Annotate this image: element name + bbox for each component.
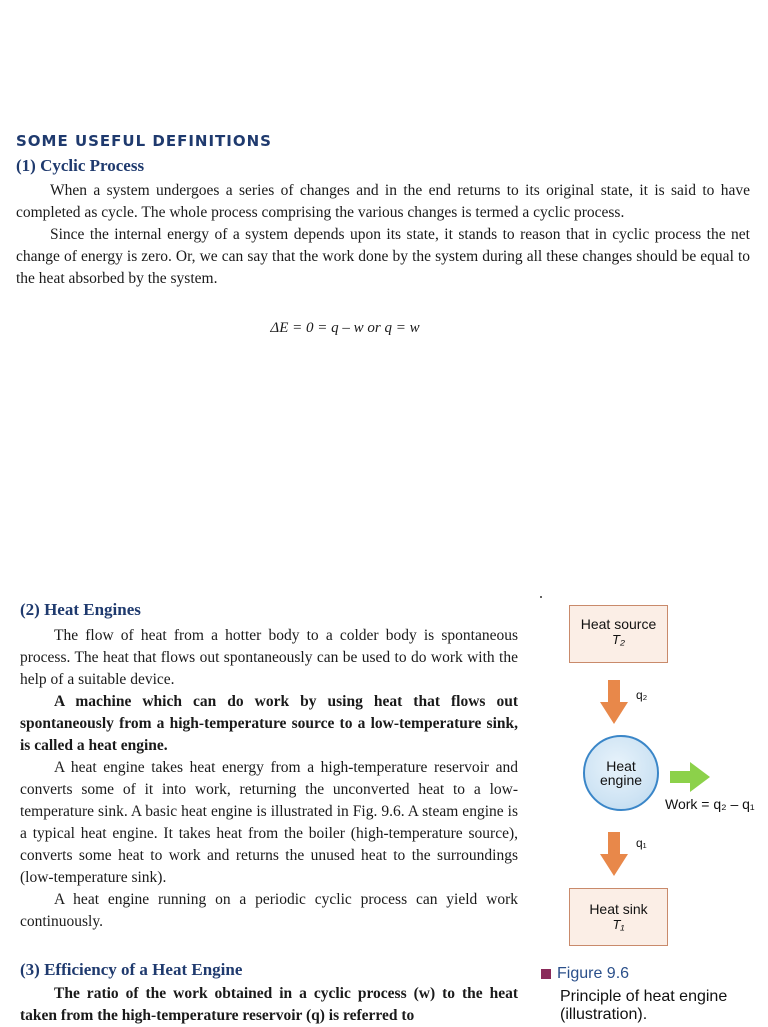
paragraph: The ratio of the work obtained in a cyclic process (w) to the heat taken from the high-temperature reservoir (q) is referred to [20, 985, 518, 1024]
engine-label-line1: Heat [606, 758, 636, 774]
figure-marker-icon [541, 969, 551, 979]
paragraph: A heat engine takes heat energy from a high-temperature reservoir and converts some of it into work, returning the unconverted heat to a low-temperature sink. A basic heat engine is illustrated in Fig. 9.6. A steam engine is a typical heat engine. It takes heat from the boiler (high-temperature source), converts some heat to work and returns the unused heat to the surroundings (low-temperature sink). [20, 759, 518, 886]
heat-source-box [569, 605, 668, 663]
paragraph: When a system undergoes a series of changes and in the end returns to its original state, it is said to have completed as cycle. The whole process comprising the various changes is termed a cyclic process. [16, 182, 750, 221]
q2-label: q₂ [636, 688, 648, 702]
paragraph: The flow of heat from a hotter body to a colder body is spontaneous process. The heat that flows out spontaneously can be used to do work with the help of a suitable device. [20, 627, 518, 688]
heat-source-temperature: T₂ [612, 632, 625, 647]
stray-dot [540, 596, 542, 598]
paragraph: Since the internal energy of a system depends upon its state, it stands to reason that in cyclic process the net change of energy is zero. Or, we can say that the work done by the system during all these changes should be equal to the heat absorbed by the system. [16, 226, 750, 287]
heat-engine-circle [583, 735, 659, 811]
efficiency-heading: (3) Efficiency of a Heat Engine [20, 960, 243, 979]
q2-arrow-icon [600, 680, 628, 724]
engine-label-line2: engine [599, 772, 643, 788]
cyclic-process-heading: (1) Cyclic Process [16, 156, 145, 175]
section-title: SOME USEFUL DEFINITIONS [16, 132, 272, 150]
heat-sink-box [569, 888, 668, 946]
work-label: Work = q₂ – q₁ [665, 796, 755, 812]
heat-sink-temperature: T₁ [612, 917, 625, 932]
definition-paragraph: A machine which can do work by using heat that flows out spontaneously from a high-temperature source to a low-temperature sink, is called a heat engine. [20, 693, 518, 754]
figure-number-text: Figure 9.6 [557, 965, 630, 982]
cyclic-equation: ΔE = 0 = q – w or q = w [270, 320, 420, 336]
heat-source-label: Heat source [580, 616, 657, 632]
cyclic-process-text [16, 180, 750, 290]
figure-caption: Principle of heat engine (illustration). [560, 988, 728, 1023]
paragraph: A heat engine running on a periodic cyclic process can yield work continuously. [20, 891, 518, 930]
figure-number [541, 965, 629, 983]
efficiency-text [20, 983, 518, 1027]
q1-label: q₁ [636, 836, 647, 850]
q1-arrow-icon [600, 832, 628, 876]
heat-engines-text [20, 625, 518, 933]
heat-engines-heading: (2) Heat Engines [20, 600, 141, 619]
heat-sink-label: Heat sink [589, 901, 648, 917]
work-arrow-icon [670, 762, 710, 792]
